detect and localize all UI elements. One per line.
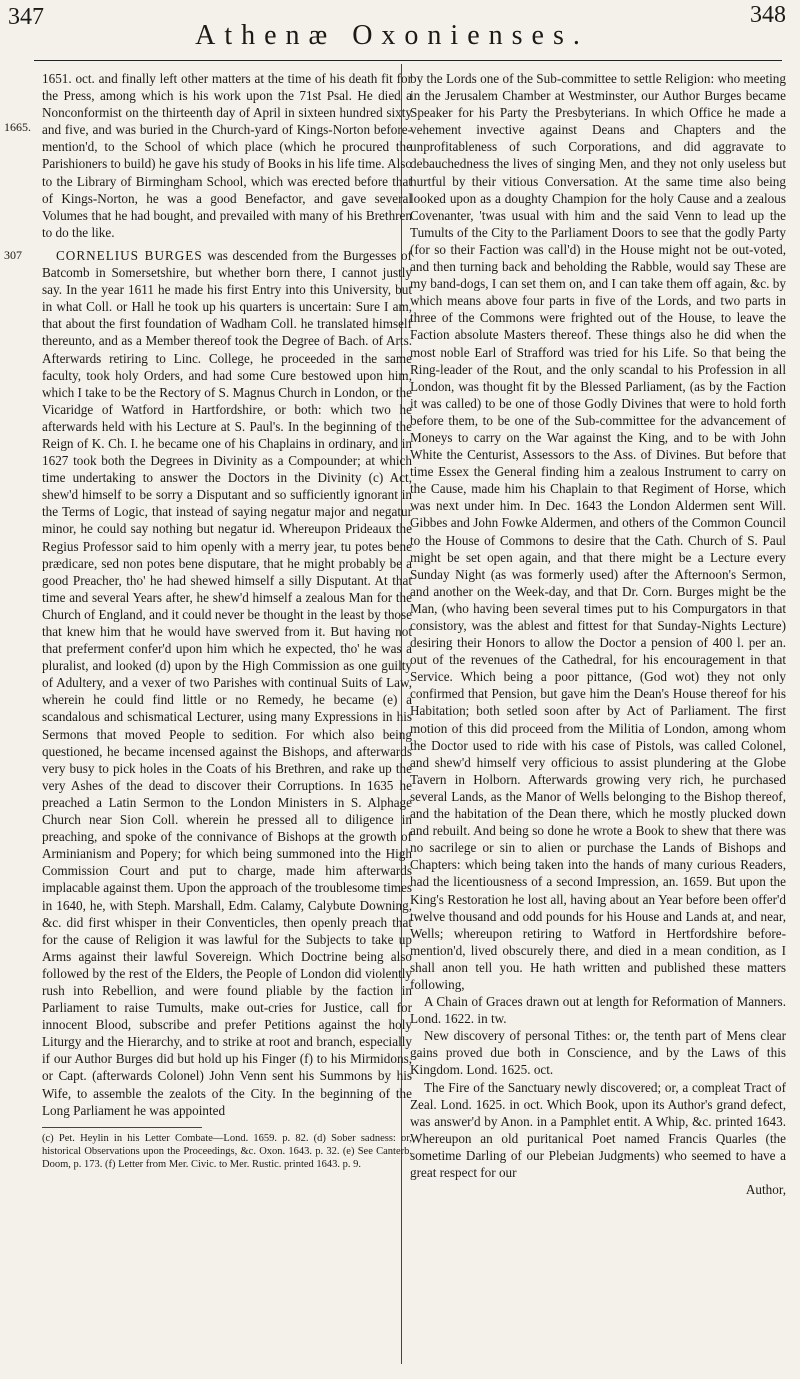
left-paragraph-2-body: was descended from the Burgesses of Batcomb in Somersetshire, but whether born there, I cannot justly say. In the year 1611 he made his first Entry into this University, but in what Coll. or Hall he took up his quarters is uncertain: Sure I am, that about the first foundation of Wadham Coll. he translated himself thereunto, and as a Member thereof took the Degree of Bach. of Arts. Afterwards retiring to Linc. College, he proceeded in the same faculty, took holy Orders, and had some Cure bestowed upon him, which I take to be the Rectory of S. Magnus Church in London, or the Vicaridge of Watford in Hartfordshire, or both: which two he afterwards held with his Lecture at S. Paul's. In the beginning of the Reign of K. Ch. I. he became one of his Chaplains in ordinary, and in 1627 took both the Degrees in Divinity as a Compounder; at which time undertaking to answer the Doctors in the Divinity (c) Act, shew'd himself to be sorry a Disputant and so sufficiently ignorant in the Terms of Logic, that instead of saying negatur major and negatur minor, he could say nothing but negatur id. Whereupon Prideaux the Regius Professor said to him openly with a merry jear, tu potes bene prædicare, sed non potes bene disputare, that he might probably be a good Preacher, tho' he had shewed himself a silly Disputant. At that time and several Years after, he shew'd himself a zealous Man for the Church of England, and it could never be thought in the least by those that knew him that he would have swerved from it. But having not that preferment confer'd upon him which he expected, tho' he was a pluralist, and looked (d) upon by the High Commission as one guilty of Adultery, and a vexer of two Parishes with continual Suits of Law, wherein he could find little or no Remedy, he became (e) a scandalous and schismatical Lecturer, using many Expressions in his Sermons that moved People to sedition. For which also being questioned, he became incensed against the Bishops, and afterwards very busy to pick holes in the Coats of his Brethren, and rake up the very Ashes of the dead to discover their Corruptions. In 1635 he preached a Latin Sermon to the London Ministers in S. Alphage Church near Sion Coll. wherein he pressed all to diligence in preaching, and spoke of the connivance of Bishops at the growth of Arminianism and Popery; for which being summoned into the High Commission Court and put to charge, made him afterwards implacable against them. Upon the approach of the troublesome times in 1640, he, with Steph. Marshall, Edm. Calamy, Calybute Downing, &c. did first whisper in their Conventicles, then openly preach that for the cause of Religion it was lawful for the Subjects to take up Arms against their lawful Sovereign. Which Doctrine being also followed by the rest of the Elders, the People of London did violently rush into Rebellion, and were found pliable by the faction in Parliament to raise Tumults, make out-cries for Justice, call for innocent Blood, subscribe and prefer Petitions against the holy Liturgy and the Hierarchy, and to strike at root and branch, especially if our Author Burges did but hold up his Finger (f) to his Mirmidons, or Capt. (afterwards Colonel) John Venn sent his Summons by his Wife, to assemble the zealots of the City. In the beginning of the Long Parliament he was appointed xyxy=(42,247,413,1118)
margin-number-307: 307 xyxy=(4,248,22,262)
footnote-rule xyxy=(42,1127,202,1128)
work-item-2: New discovery of personal Tithes: or, the tenth part of Mens clear gains proved due both in Conscience, and by the Laws of this Kingdom. Lond. 1625. oct. xyxy=(410,1028,786,1078)
left-paragraph-2 xyxy=(42,247,412,1119)
right-paragraph-1: by the Lords one of the Sub-committee to settle Religion: who meeting in the Jerusalem Chamber at Westminster, our Author Burges became Speaker for his Party the Presbyterians. In which Office he made a vehement invective against Deans and Chapters and the unprofitableness of such Corporations, and did aggravate to debauchedness the lives of singing Men, and they not only useless but hurtful by their vitious Conversation. At the same time also being looked upon as a doughty Champion for the holy Cause and a zealous Covenanter, 'twas usual with him and the said Venn to lead up the Tumults of the City to the Parliament Doors to see that the godly Party (for so their Faction was call'd) in the House might not be out-voted, and then turning back and beholding the Rabble, would say These are my band-dogs, I can set them on, and I can take them off again, &c. by which means above four parts in five of the Lords, and two parts in three of the Commons were frighted out of the House, to leave the Faction absolute Masters thereof. These things also he did when the most noble Earl of Strafford was tried for his Life. So that being the Ring-leader of the Rout, and the only scandal to his Profession in all London, was thought fit by the Blessed Parliament, (as by the Faction it was called) to be one of those Godly Divines that were to hold forth before them, to be one of the Sub-committee for the advancement of Moneys to carry on the War against the King, and to be with John White the Centurist, Assessors to the Ass. of Divines. But before that time Essex the General finding him a zealous Instrument to carry on the Cause, made him his Chaplain to that Regiment of Horse, which was next under him. In Dec. 1643 the London Aldermen sent Will. Gibbes and John Fowke Aldermen, and others of the Common Council to the House of Commons to desire that the Cath. Church of S. Paul might be set open again, and that there might be a Lecture every Sunday Night (as was formerly used) after the Afternoon's Sermon, and another on the Week-day, and that Dr. Corn. Burges might be the Man, (who having been several times put to his Compurgators in that consistory, was the ablest and fittest for that Sunday-Nights Lecture) desiring their Honors to allow the Doctor a pension of 400 l. per an. out of the revenues of the Cathedral, for his encouragement in that Service. Which being a poor pittance, (God wot) they not only confirmed that Pension, but gave him the Dean's House thereof for his Habitation; both setled soon after by Act of Parliament. The first motion of this did proceed from the Militia of London, among whom the Doctor used to ride with his case of Pistols, was called Colonel, and shew'd himself very officious to assist plundering at the Globe Tavern in Holborn. Afterwards growing very rich, he purchased several Lands, as the Manor of Wells belonging to the Bishop thereof, and the habitation of the Dean there, which he mostly plucked down and rebuilt. And being so done he wrote a Book to shew that there was no sacrilege or sin to alien or purchase the Lands of Bishops and Chapters: which being taken into the hands of many curious Readers, had the licentiousness of a second Impression, an. 1659. But upon the King's Restoration he lost all, having about an Year before been offer'd twelve thousand and odd pounds for his House and Lands at, and near, Wells; whereupon retiring to Watford in Hertfordshire before-mention'd, lived obscurely there, and died in a mean condition, as I shall anon tell you. He hath written and published these matters following, xyxy=(410,71,786,992)
work-item-1: A Chain of Graces drawn out at length for Reformation of Manners. Lond. 1622. in tw. xyxy=(410,994,786,1027)
running-title: Athenæ Oxonienses. xyxy=(195,20,589,51)
footnotes: (c) Pet. Heylin in his Letter Combate—Lond. 1659. p. 82. (d) Sober sadness: or, historical Observations upon the Proceedings, &c. Oxon. 1643. p. 32. (e) See Canterb. Doom, p. 173. (f) Letter from Mer. Civic. to Mer. Rustic. printed 1643. p. 9. xyxy=(42,1132,412,1170)
right-column xyxy=(410,70,786,1198)
left-paragraph-1: 1651. oct. and finally left other matters at the time of his death fit for the Press, among which is his work upon the 71st Psal. He died a Nonconformist on the thirteenth day of April in sixteen hundred sixty and five, and was buried in the Church-yard of Kings-Norton before-mention'd, to the School of which place (which he procured the Parishioners to build) he gave his study of Books in his life time. Also to the Library of Birmingham School, which was erected before that of Kings-Norton, he was a good Benefactor, and gave several Volumes that he had bought, and prevailed with many of his Brethren to do the like. xyxy=(42,71,412,240)
page-number-right: 348 xyxy=(750,2,786,28)
work-item-3: The Fire of the Sanctuary newly discovered; or, a compleat Tract of Zeal. Lond. 1625. in oct. Which Book, upon its Author's grand defect, was answer'd by Anon. in a Pamphlet entit. A Whip, &c. printed 1643. Whereupon an old puritanical Poet named Francis Quarles (the sometime Darling of our Plebeian Judgments) who seemed to have a great respect for our xyxy=(410,1079,786,1180)
left-column xyxy=(42,70,412,1171)
catchword: Author, xyxy=(745,1182,786,1198)
header-rule xyxy=(34,60,782,61)
margin-year-1665: 1665. xyxy=(4,120,31,134)
page-number-left: 347 xyxy=(8,4,44,30)
author-heading: CORNELIUS BURGES xyxy=(56,247,203,263)
